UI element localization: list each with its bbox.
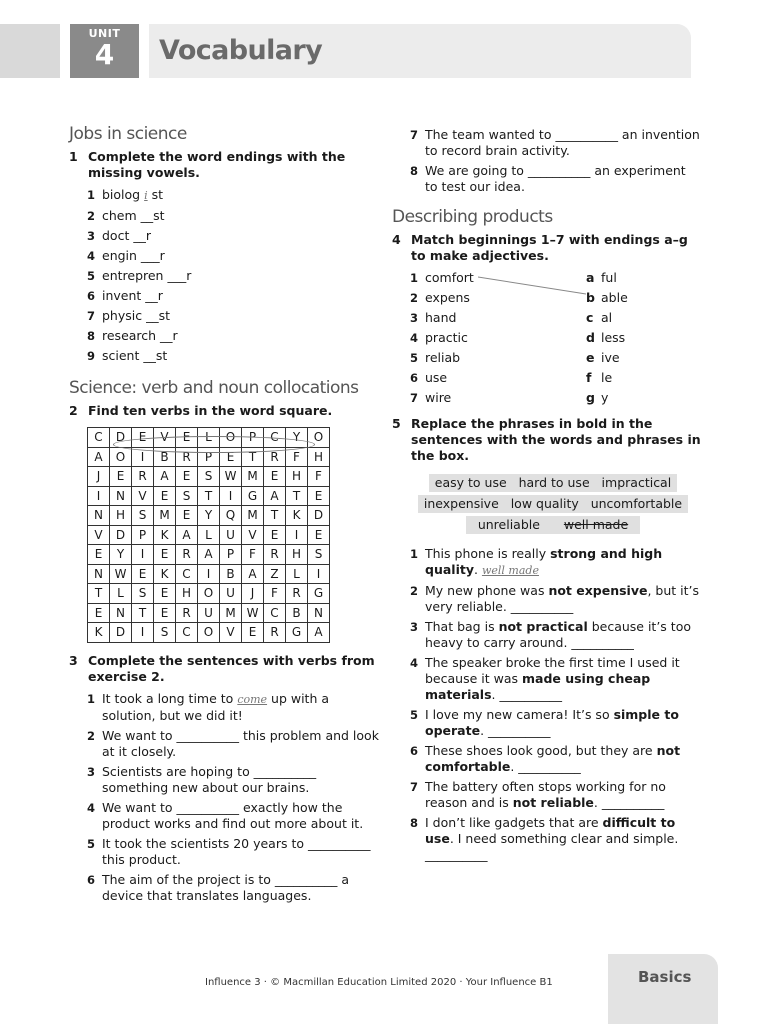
- word-square-cell[interactable]: I: [132, 623, 154, 643]
- exercise-1-items: [87, 187, 379, 364]
- unit-label: UNIT: [88, 27, 121, 40]
- list-item: 1 biolog i st: [87, 187, 164, 202]
- word-square-cell[interactable]: N: [88, 564, 110, 584]
- word-square-cell[interactable]: I: [132, 545, 154, 565]
- word-square-cell[interactable]: L: [198, 428, 220, 448]
- word-square-cell[interactable]: C: [176, 623, 198, 643]
- word-square[interactable]: [87, 427, 330, 643]
- word-square-cell[interactable]: B: [154, 447, 176, 467]
- list-item: 3 That bag is not practical because it’s too heavy to carry around. __________: [410, 619, 691, 650]
- word-square-cell[interactable]: K: [154, 525, 176, 545]
- word-square-cell[interactable]: U: [220, 584, 242, 604]
- word-square-row: [88, 564, 330, 584]
- word-square-cell[interactable]: H: [110, 506, 132, 526]
- word-square-cell[interactable]: W: [220, 467, 242, 487]
- match-line: [478, 276, 590, 296]
- word-square-cell[interactable]: V: [220, 623, 242, 643]
- word-square-cell[interactable]: V: [88, 525, 110, 545]
- word-square-cell[interactable]: V: [242, 525, 264, 545]
- unit-number: 4: [94, 38, 115, 71]
- handwritten-answer[interactable]: well made: [481, 564, 539, 577]
- word-square-cell[interactable]: E: [264, 525, 286, 545]
- word-square-cell[interactable]: S: [198, 467, 220, 487]
- word-square-cell[interactable]: G: [286, 623, 308, 643]
- list-item: 2 My new phone was not expensive, but it’s very reliable. __________: [410, 583, 700, 614]
- word-square-cell[interactable]: A: [88, 447, 110, 467]
- exercise-3-items: [87, 691, 379, 904]
- word-square-cell[interactable]: E: [154, 545, 176, 565]
- title-bar: [149, 24, 691, 78]
- word-square-cell[interactable]: E: [220, 447, 242, 467]
- list-item: 8 research __r: [87, 328, 178, 343]
- word-square-cell[interactable]: A: [198, 545, 220, 565]
- word-square-cell[interactable]: K: [154, 564, 176, 584]
- word-square-row: [88, 584, 330, 604]
- word-square-cell[interactable]: R: [176, 447, 198, 467]
- match-row: 5 reliab e ive: [410, 350, 620, 365]
- list-item: 4 We want to __________ exactly how the product works and find out more about it.: [87, 799, 364, 831]
- word-square-cell[interactable]: J: [88, 467, 110, 487]
- word-square-cell[interactable]: E: [132, 564, 154, 584]
- list-item: 5 entrepren ___r: [87, 268, 192, 283]
- word-square-cell[interactable]: E: [88, 603, 110, 623]
- word-square-cell[interactable]: W: [110, 564, 132, 584]
- word-square-cell[interactable]: G: [242, 486, 264, 506]
- word-square-cell[interactable]: G: [308, 584, 330, 604]
- word-square-cell[interactable]: H: [308, 447, 330, 467]
- basics-tab[interactable]: [608, 954, 718, 1024]
- word-square-cell[interactable]: H: [286, 545, 308, 565]
- word-square-cell[interactable]: L: [110, 584, 132, 604]
- word-square-row: [88, 506, 330, 526]
- word-square-cell[interactable]: M: [242, 506, 264, 526]
- circled-word: [113, 436, 315, 453]
- word-square-cell[interactable]: N: [308, 603, 330, 623]
- crossed-out-word: well made: [558, 516, 634, 533]
- list-item: 3 doct __r: [87, 228, 151, 243]
- word-square-cell[interactable]: M: [242, 467, 264, 487]
- word-square-cell[interactable]: D: [110, 428, 132, 448]
- word-square-cell[interactable]: P: [132, 525, 154, 545]
- word-square-row: [88, 486, 330, 506]
- word-square-cell[interactable]: C: [88, 428, 110, 448]
- word-square-cell[interactable]: O: [198, 584, 220, 604]
- word-square-cell[interactable]: L: [198, 525, 220, 545]
- section-heading-products: Describing products: [392, 207, 553, 227]
- match-row: 2 expens b able: [410, 290, 628, 305]
- match-list: [392, 270, 702, 406]
- word-square-cell[interactable]: O: [110, 447, 132, 467]
- word-square-row: [88, 467, 330, 487]
- word-square-cell[interactable]: Y: [110, 545, 132, 565]
- word-square-cell[interactable]: Y: [286, 428, 308, 448]
- word-square-cell[interactable]: M: [154, 506, 176, 526]
- word-square-cell[interactable]: F: [242, 545, 264, 565]
- match-row: 7 wire g y: [410, 390, 609, 405]
- word-square-row: [88, 623, 330, 643]
- word-square-cell[interactable]: D: [110, 623, 132, 643]
- word-square-cell[interactable]: A: [242, 564, 264, 584]
- word-square-cell[interactable]: K: [286, 506, 308, 526]
- word-square-cell[interactable]: U: [198, 603, 220, 623]
- word-square-cell[interactable]: R: [286, 584, 308, 604]
- word-box: easy to use hard to use impractical inexpensive low quality uncomfortable unreliable well made: [400, 474, 706, 534]
- word-square-cell[interactable]: O: [308, 428, 330, 448]
- exercise-1-instruction: 1 Complete the word endings with the missing vowels.: [69, 149, 346, 180]
- list-item: 2 chem __st: [87, 208, 165, 223]
- word-square-cell[interactable]: E: [154, 603, 176, 623]
- handwritten-answer[interactable]: i: [144, 189, 148, 202]
- word-square-cell[interactable]: I: [308, 564, 330, 584]
- word-square-cell[interactable]: B: [286, 603, 308, 623]
- word-square-cell[interactable]: S: [154, 623, 176, 643]
- list-item: 1 This phone is really strong and high quality. well made: [410, 546, 663, 577]
- word-square-cell[interactable]: S: [176, 486, 198, 506]
- word-square-cell[interactable]: R: [176, 603, 198, 623]
- section-heading-jobs: Jobs in science: [69, 124, 187, 144]
- word-square-cell[interactable]: E: [308, 525, 330, 545]
- word-square-cell[interactable]: E: [88, 545, 110, 565]
- list-item: 4 engin ___r: [87, 248, 165, 263]
- word-square-cell[interactable]: B: [220, 564, 242, 584]
- word-square-cell[interactable]: J: [242, 584, 264, 604]
- word-square-cell[interactable]: T: [198, 486, 220, 506]
- word-square-row: [88, 525, 330, 545]
- word-square-cell[interactable]: N: [110, 603, 132, 623]
- word-square-cell[interactable]: Q: [220, 506, 242, 526]
- word-square-cell[interactable]: L: [286, 564, 308, 584]
- word-square-cell[interactable]: N: [110, 486, 132, 506]
- word-square-cell[interactable]: M: [220, 603, 242, 623]
- word-square-cell[interactable]: S: [132, 584, 154, 604]
- word-square-cell[interactable]: V: [132, 486, 154, 506]
- word-square-cell[interactable]: T: [88, 584, 110, 604]
- word-square-cell[interactable]: R: [264, 447, 286, 467]
- word-square-row: [88, 603, 330, 623]
- word-square-cell[interactable]: F: [264, 584, 286, 604]
- list-item: 5 It took the scientists 20 years to __________ this product.: [87, 835, 371, 867]
- word-square-cell[interactable]: O: [220, 428, 242, 448]
- word-square-cell[interactable]: E: [154, 486, 176, 506]
- handwritten-answer[interactable]: come: [237, 692, 268, 706]
- word-square-cell[interactable]: H: [286, 467, 308, 487]
- list-item: 8 We are going to __________ an experiment to test our idea.: [410, 163, 686, 194]
- word-square-cell[interactable]: R: [264, 623, 286, 643]
- word-square-cell[interactable]: E: [242, 623, 264, 643]
- word-square-cell[interactable]: P: [242, 428, 264, 448]
- list-item: 7 physic __st: [87, 308, 170, 323]
- match-row: 6 use f le: [410, 370, 613, 385]
- word-square-cell[interactable]: T: [286, 486, 308, 506]
- word-square-cell[interactable]: I: [88, 486, 110, 506]
- word-square-cell[interactable]: E: [110, 467, 132, 487]
- exercise-4-instruction: 4 Match beginnings 1–7 with endings a–g to make adjectives.: [392, 232, 688, 263]
- left-column: [69, 126, 379, 908]
- word-square-cell[interactable]: D: [110, 525, 132, 545]
- footer-credit: Influence 3 · © Macmillan Education Limited 2020 · Your Influence B1: [205, 977, 553, 988]
- word-square-cell[interactable]: Y: [198, 506, 220, 526]
- word-square-cell[interactable]: A: [176, 525, 198, 545]
- list-item: 5 I love my new camera! It’s so simple to operate. __________: [410, 707, 679, 738]
- list-item: 2 We want to __________ this problem and look at it closely.: [87, 727, 379, 759]
- exercise-3-items-continued: [410, 127, 702, 195]
- list-item: 4 The speaker broke the first time I used it because it was made using cheap materials. __________: [410, 655, 680, 702]
- word-square-cell[interactable]: F: [308, 467, 330, 487]
- word-square-cell[interactable]: E: [176, 467, 198, 487]
- header-side-tab: [0, 24, 60, 78]
- word-square-cell[interactable]: U: [220, 525, 242, 545]
- word-square-cell[interactable]: O: [198, 623, 220, 643]
- word-square-cell[interactable]: D: [308, 506, 330, 526]
- list-item: 7 The team wanted to __________ an invention to record brain activity.: [410, 127, 700, 158]
- word-square-cell[interactable]: C: [264, 428, 286, 448]
- section-heading-collocations: Science: verb and noun collocations: [69, 378, 359, 398]
- right-column: [392, 127, 702, 867]
- list-item: 6 invent __r: [87, 288, 163, 303]
- word-square-cell[interactable]: R: [176, 545, 198, 565]
- word-square-wrap: [69, 427, 379, 643]
- word-square-cell[interactable]: N: [88, 506, 110, 526]
- word-square-cell[interactable]: W: [242, 603, 264, 623]
- word-square-cell[interactable]: E: [132, 428, 154, 448]
- exercise-2-instruction: 2 Find ten verbs in the word square.: [69, 403, 333, 418]
- word-square-cell[interactable]: I: [198, 564, 220, 584]
- word-square-cell[interactable]: V: [154, 428, 176, 448]
- match-row: 3 hand c al: [410, 310, 613, 325]
- list-item: 9 scient __st: [87, 348, 168, 363]
- word-square-cell[interactable]: E: [176, 428, 198, 448]
- word-square-cell[interactable]: H: [176, 584, 198, 604]
- word-square-cell[interactable]: E: [154, 584, 176, 604]
- list-item: 8 I don’t like gadgets that are difficult to use. I need something clear and simple. __________: [410, 815, 679, 862]
- word-square-cell[interactable]: C: [176, 564, 198, 584]
- word-square-cell[interactable]: A: [264, 486, 286, 506]
- exercise-5-instruction: 5 Replace the phrases in bold in the sentences with the words and phrases in the box.: [392, 416, 701, 463]
- word-square-cell[interactable]: Z: [264, 564, 286, 584]
- word-square-cell[interactable]: S: [308, 545, 330, 565]
- exercise-3-instruction: 3 Complete the sentences with verbs from exercise 2.: [69, 652, 375, 684]
- word-square-cell[interactable]: I: [220, 486, 242, 506]
- unit-badge: [70, 24, 139, 78]
- word-square-cell[interactable]: E: [264, 467, 286, 487]
- word-square-cell[interactable]: P: [198, 447, 220, 467]
- match-row: 1 comfort a ful: [410, 270, 617, 285]
- word-square-cell[interactable]: E: [308, 486, 330, 506]
- word-square-cell[interactable]: T: [242, 447, 264, 467]
- word-square-cell[interactable]: I: [286, 525, 308, 545]
- list-item: 6 The aim of the project is to __________ a device that translates languages.: [87, 871, 349, 903]
- word-square-cell[interactable]: F: [286, 447, 308, 467]
- word-square-cell[interactable]: A: [308, 623, 330, 643]
- word-square-row: [88, 545, 330, 565]
- list-item: 1 It took a long time to come up with a solution, but we did it!: [87, 690, 330, 723]
- word-square-cell[interactable]: R: [264, 545, 286, 565]
- word-square-cell[interactable]: I: [132, 447, 154, 467]
- word-square-cell[interactable]: K: [88, 623, 110, 643]
- word-square-cell[interactable]: C: [264, 603, 286, 623]
- list-item: 6 These shoes look good, but they are not comfortable. __________: [410, 743, 681, 774]
- word-square-cell[interactable]: T: [264, 506, 286, 526]
- word-square-cell[interactable]: P: [220, 545, 242, 565]
- word-square-cell[interactable]: T: [132, 603, 154, 623]
- exercise-5-items: [410, 546, 702, 863]
- basics-tab-label: Basics: [638, 968, 692, 986]
- page-title: Vocabulary: [159, 35, 323, 66]
- word-square-cell[interactable]: R: [132, 467, 154, 487]
- list-item: 7 The battery often stops working for no reason and is not reliable. __________: [410, 779, 666, 810]
- word-square-cell[interactable]: E: [176, 506, 198, 526]
- list-item: 3 Scientists are hoping to __________ something new about our brains.: [87, 763, 317, 795]
- word-square-cell[interactable]: S: [132, 506, 154, 526]
- match-row: 4 practic d less: [410, 330, 626, 345]
- word-square-cell[interactable]: A: [154, 467, 176, 487]
